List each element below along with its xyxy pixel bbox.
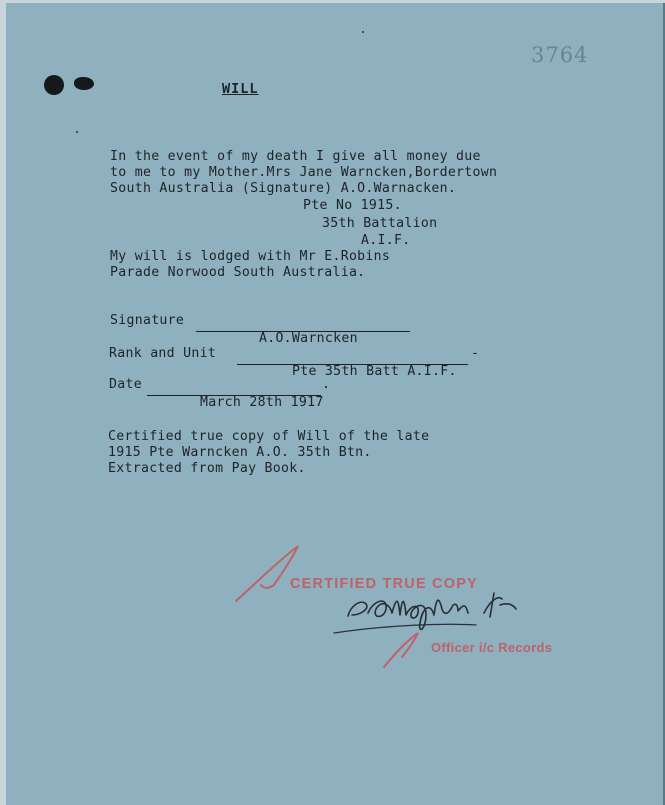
rank-label: Rank and Unit [109, 346, 217, 361]
document-title: WILL [222, 81, 259, 97]
will-line: In the event of my death I give all money due [110, 149, 481, 164]
lodged-line: Parade Norwood South Australia. [110, 265, 366, 280]
certified-stamp-role: Officer i/c Records [431, 640, 553, 655]
certified-line: 1915 Pte Warncken A.O. 35th Btn. [108, 445, 372, 460]
certified-line: Certified true copy of Will of the late [108, 429, 430, 444]
lodged-line: My will is lodged with Mr E.Robins [110, 249, 391, 264]
force: A.I.F. [361, 233, 411, 248]
signature-text: A.O.Warncken [258, 330, 358, 346]
certified-stamp-heading: CERTIFIED TRUE COPY [290, 576, 478, 592]
reference-number: 3764 [531, 43, 589, 67]
date-label: Date [109, 377, 142, 392]
will-line: South Australia (Signature) A.O.Warnacken. [110, 181, 457, 196]
signature-label: Signature [110, 313, 185, 328]
rank-text: Pte 35th Batt A.I.F. [291, 363, 457, 379]
date-period: . [322, 377, 331, 392]
rank-dash: - [471, 346, 480, 361]
stamp-signature [6, 3, 665, 805]
certified-line: Extracted from Pay Book. [108, 461, 306, 476]
service-number: Pte No 1915. [303, 198, 402, 213]
battalion: 35th Battalion [322, 216, 438, 231]
date-text: March 28th 1917 [199, 394, 324, 410]
will-line: to me to my Mother.Mrs Jane Warncken,Bordertown [110, 165, 498, 180]
